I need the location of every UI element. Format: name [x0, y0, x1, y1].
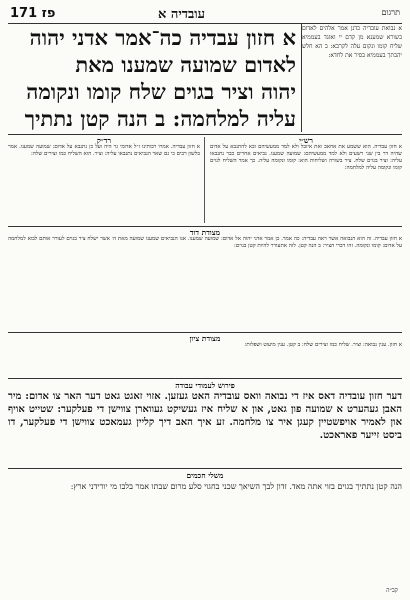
radak-heading: רד״ק — [96, 137, 112, 145]
verse-line: לאדום שמועה שמענו מאת — [75, 52, 296, 77]
metzudat-block — [8, 229, 402, 329]
targum-label: תרגום — [381, 8, 400, 17]
verse-line: יהוה וציר בגוים שלח קומו ונקומה — [26, 79, 296, 104]
metzudat-heading: מצודת דוד — [189, 229, 221, 237]
tzion-block — [8, 335, 402, 375]
book-heading: עובדיה א — [158, 7, 205, 22]
page-header — [8, 6, 402, 24]
section-rule — [8, 468, 402, 469]
page-number: 171 פז — [10, 6, 56, 21]
section-rule — [8, 226, 402, 227]
rashi-heading: רש״י — [299, 137, 313, 145]
radak-text: א חזון עבדיה. אמרו רבותינו ז״ל אדומי גר היה ועל כן נתנבא על אדום: שמועה שמענו. אמר בלשון רבים כי גם שאר הנביאים נתנבאו עליה: וציר. הוא השליח כמו וצירים שלח: — [8, 144, 200, 158]
verse-line: א חזון עבדיה כה־אמר אדני יהוה — [29, 25, 296, 50]
rashi-column — [210, 137, 402, 223]
section-rule — [8, 134, 402, 135]
main-verse-text — [8, 24, 296, 132]
mishlei-block — [8, 471, 402, 581]
yiddish-heading: פירוש לעמודי עבודה — [175, 381, 235, 390]
targum-text: א נבואת עובדיה כדנן אמר אלהים לאדום בשורא שמענא מן קדם יי ואזגד בעממיא שליח קומו ונקום עלה לקרבא: ב הא חלש יהבתך בעממיא בסיר את לחדא: — [302, 25, 402, 59]
mishlei-heading: משלי חכמים — [186, 471, 224, 480]
radak-column — [8, 137, 200, 223]
section-rule — [8, 378, 402, 379]
verse-line: עליה למלחמה: ב הנה קטן נתתיך — [24, 106, 296, 131]
mishlei-text: הנה קטן נתתיך בגוים בזוי אתה מאד. זדון לבך השיאך שכני בחגוי סלע מרום שבתו אמר בלבו מי יורידני ארץ: — [70, 481, 402, 491]
footer-signature: קב״ה — [386, 587, 398, 594]
section-rule — [8, 332, 402, 333]
yiddish-text: דער חזון עובדיה דאס איז די נבואה וואס עובדיה האט געזען. אזוי זאגט גאט דער האר צו אדום: מיר האבן געהערט א שמועה פון גאט, און א שליח איז געשיקט געווארן צווישן די פעלקער: שטייט אויף און לאמיר אויפשטיין קעגן איר צו מלחמה. זע איך האב דיך קליין געמאכט צווישן די פעלקער, דו ביסט זייער פאראכט. — [8, 391, 402, 441]
tzion-heading: מצודת ציון — [189, 335, 221, 343]
tzion-text: א חזון. ענין נבואה: וציר. שליח כמו וצירים שלח: ב קטן. ענין מיעוט ושפלות: — [244, 342, 402, 349]
yiddish-block — [8, 381, 402, 465]
rashi-text: א חזון עבדיה. הוא ששמע את אחאב ואת איזבל ולא למד ממעשיהם ובא להתנבא על אדום שהיה דר בין שני רשעים ולא למד ממעשיהם: שמועה שמענו. נביאים אחרים כבר נתנבאו עליה: וציר בגוים שלח. ציר בשורה ושליחות הוא: קומו ונקומה עליה. כך אמר השליח לגוים קומו ונקומה עליה למלחמה: — [210, 144, 402, 172]
metzudat-text: א חזון עבדיה. זה הוא הנבואה אשר ראה עבדיה: כה אמר. כן אמר אדני יהוה אל אדום: שמועה שמענו. אנו הנביאים שמענו שמועה מאת ה׳ אשר ישלח ציר בגוים לעורר אותם לבוא למלחמה על אדום: קומו ונקומה. זהו דברי הציר: ב הנה קטן. לזה אתעורר להיות קטן בגוים: — [8, 236, 402, 250]
column-divider — [204, 137, 205, 223]
